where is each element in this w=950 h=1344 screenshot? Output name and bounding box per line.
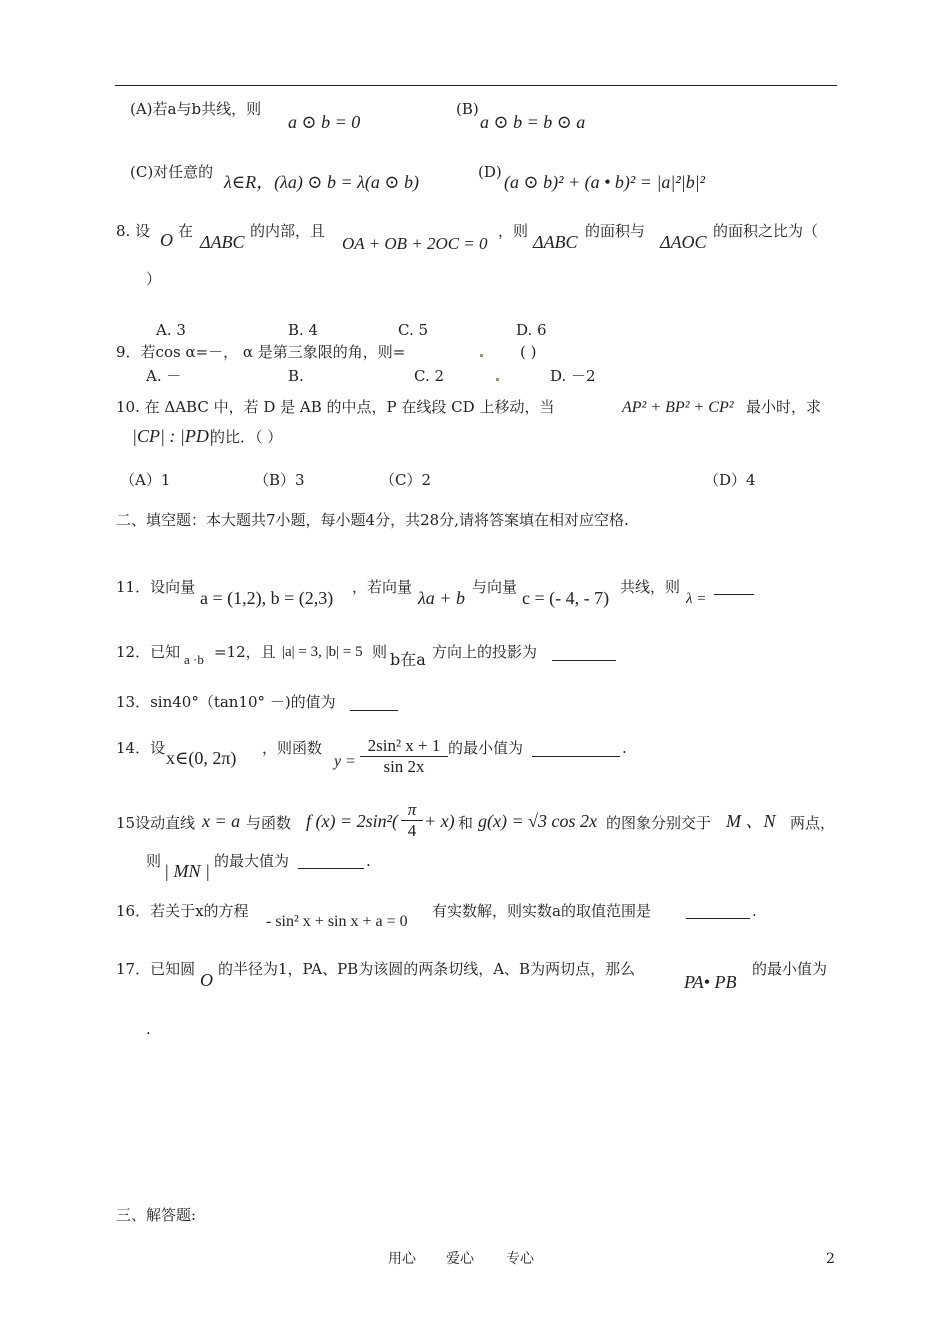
q12-answer-blank [552,660,616,661]
q14-stem-start: 14．设 [116,739,166,757]
q8-stem-start: 8. 设 [116,222,151,240]
q7-option-d-label: (D) [478,163,502,181]
q8-option-c: C. 5 [398,321,429,339]
q15-f-right: + x) [424,811,455,831]
page-number: 2 [826,1251,835,1267]
q12-stem-start: 12．已知 [116,643,181,661]
section-2-heading: 二、填空题：本大题共7小题，每小题4分，共28分,请将答案填在相对应空格. [116,511,629,529]
q16-answer-blank [686,918,750,919]
q15-stem-3: 和 [458,814,474,832]
q17-stem-start: 17．已知圆 [116,960,196,978]
q8-option-b: B. 4 [288,321,319,339]
q8-option-a: A. 3 [156,321,186,339]
q15-four: 4 [407,821,417,840]
q12-dot-product: a ·b [184,652,204,667]
q8-option-d: D. 6 [516,321,547,339]
q7-option-a-label: (A)若a与b共线，则 [130,100,262,118]
q16-stem-start: 16．若关于x的方程 [116,902,249,920]
q9-option-c: C. 2 [414,367,445,385]
q15-end: . [366,852,371,870]
q9-option-a: A. － [146,367,182,385]
q13-answer-blank [350,710,398,711]
q14-stem-2: ，则函数 [262,739,323,757]
q11-vector-c: c = (- 4, - 7) [522,588,610,608]
q11-stem-3: 与向量 [472,578,518,596]
q15-stem-4: 的图象分别交于 [606,814,712,832]
q12-moduli: |a| = 3, |b| = 5 [282,644,363,660]
q10-ratio: |CP| : |PD| [132,426,214,446]
q15-pi: π [401,800,423,821]
q8-stem-3: ，则 [498,222,529,240]
q7-option-d-math: (a ⊙ b)² + (a • b)² = |a|²|b|² [504,172,706,192]
q8-stem-2: 的内部，且 [250,222,326,240]
q16-equation: - sin² x + sin x + a = 0 [266,913,408,930]
q8-vector-equation: OA + OB + 2OC = 0 [342,234,488,253]
q17-stem-2: 的半径为1，PA、PB为该圆的两条切线，A、B为两切点，那么 [218,960,636,978]
q17-dot-product: PA• PB [684,972,737,992]
q17-stem-3: 的最小值为 [752,960,828,978]
q8-triangle-abc: ΔABC [200,232,245,252]
header-rule [115,85,837,86]
q14-numerator: 2sin² x + 1 [360,736,448,757]
q11-stem-2: ，若向量 [352,578,413,596]
q9-option-d: D. －2 [550,367,596,385]
q8-point-o: O [160,230,173,250]
q10-stem-start: 10. 在 ΔABC 中，若 D 是 AB 的中点，P 在线段 CD 上移动，当 [116,398,555,416]
q15-g-function: g(x) = √3 cos 2x [478,811,597,831]
q12-stem-4: 方向上的投影为 [432,643,538,661]
q12-projection: b在a [390,650,426,669]
q14-stem-3: 的最小值为 [448,739,524,757]
q11-lambda: λ = [686,591,707,607]
q14-domain: x∈(0, 2π) [166,748,237,768]
q9-missing-image-dot-2 [496,378,499,381]
q9-stem: 9．若cos α=－， α 是第三象限的角，则= [116,343,406,361]
footer-right: 专心 [506,1251,534,1267]
q14-fraction [360,736,448,777]
q12-stem-3: 则 [372,643,388,661]
section-3-heading: 三、解答题: [116,1206,197,1224]
q7-option-a-math: a ⊙ b = 0 [288,112,361,132]
q10-option-b: （B）3 [254,471,305,489]
q7-option-c-label: (C)对任意的 [130,163,214,181]
q13-stem: 13．sin40°（tan10° －)的值为 [116,693,336,711]
q10-stem-3: 的比．（ ） [210,428,283,446]
q10-option-d: （D）4 [704,471,756,489]
q9-option-b: B. [288,367,304,385]
q10-vector-sum: AP² + BP² + CP² [622,399,734,416]
q15-stem-2: 与函数 [246,814,292,832]
q17-circle-o: O [200,970,213,990]
q15-stem-5: 两点， [790,814,836,832]
footer-mid: 爱心 [446,1251,474,1267]
q14-denominator: sin 2x [383,757,425,776]
q15-points-mn: M 、N [726,811,776,831]
q9-missing-image-dot [480,354,483,357]
q16-end: . [752,902,757,920]
q15-stem-6: 则 [146,852,162,870]
q8-triangle-abc-2: ΔABC [533,232,578,252]
q9-paren: ( ) [520,343,537,361]
q15-abs-mn: | MN | [164,861,210,881]
q11-answer-blank [714,594,754,595]
q15-pi-over-4 [401,800,423,841]
q8-in: 在 [178,222,194,240]
q17-end: . [146,1020,151,1038]
q7-option-b-label: (B) [456,100,479,118]
q15-stem-start: 15设动直线 [116,814,196,832]
q7-option-b-math: a ⊙ b = b ⊙ a [480,112,586,132]
q8-stem-5: 的面积之比为（ [713,222,819,240]
q10-option-a: （A）1 [120,471,171,489]
q10-option-c: （C）2 [380,471,432,489]
q8-stem-close: ） [146,270,162,288]
q11-vectors: a = (1,2), b = (2,3) [200,588,334,608]
q7-option-c-math: λ∈R，(λa) ⊙ b = λ(a ⊙ b) [224,172,419,192]
q14-answer-blank [532,756,620,757]
q8-triangle-aoc: ΔAOC [660,232,707,252]
q12-stem-2: =12，且 [214,643,276,661]
q11-stem-4: 共线，则 [620,578,681,596]
q11-combination: λa + b [418,588,465,608]
footer-left: 用心 [388,1251,416,1267]
q16-stem-2: 有实数解，则实数a的取值范围是 [432,902,651,920]
q11-stem-start: 11．设向量 [116,578,196,596]
q14-y: y = [334,753,356,770]
q8-stem-4: 的面积与 [585,222,646,240]
q15-line-x-equals-a: x = a [202,811,241,831]
q15-stem-7: 的最大值为 [214,852,290,870]
q10-stem-2: 最小时，求 [746,398,822,416]
q15-answer-blank [298,868,364,869]
q14-end: . [622,739,627,757]
q15-f-left: f (x) = 2sin²( [306,811,399,831]
